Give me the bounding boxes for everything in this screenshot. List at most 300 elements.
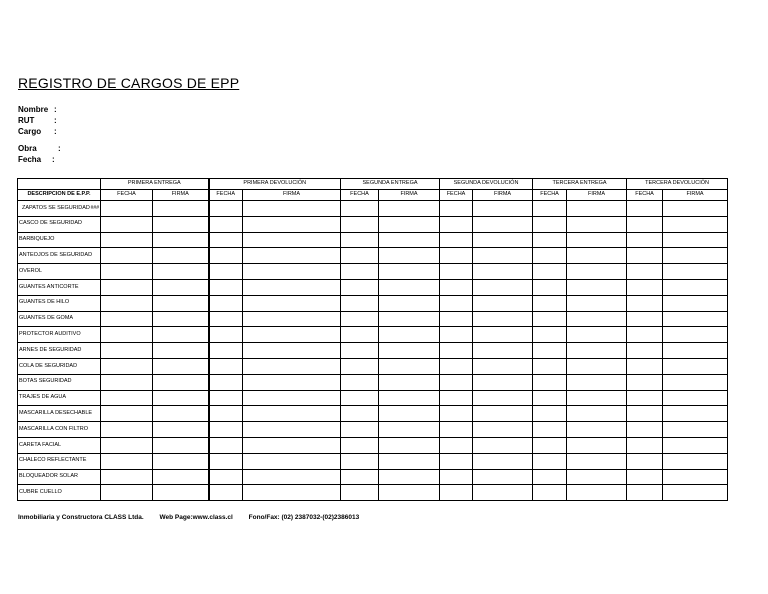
fecha-cell[interactable]	[209, 232, 243, 248]
fecha-cell[interactable]	[101, 311, 153, 327]
firma-header: FIRMA	[473, 190, 533, 201]
fecha-cell[interactable]	[533, 248, 567, 264]
firma-cell[interactable]	[663, 201, 728, 217]
group-header: PRIMERA ENTREGA	[101, 179, 209, 190]
fecha-cell[interactable]	[440, 358, 473, 374]
fecha-cell[interactable]	[101, 453, 153, 469]
fecha-cell[interactable]	[209, 437, 243, 453]
firma-cell[interactable]	[243, 327, 341, 343]
firma-cell[interactable]	[153, 358, 209, 374]
firma-header: FIRMA	[243, 190, 341, 201]
fecha-cell[interactable]	[627, 264, 663, 280]
firma-cell[interactable]	[473, 453, 533, 469]
fecha-cell[interactable]	[341, 232, 379, 248]
epp-register-table	[17, 178, 728, 501]
group-header: TERCERA DEVOLUCIÓN	[627, 179, 728, 190]
fecha-cell[interactable]	[101, 422, 153, 438]
firma-cell[interactable]	[379, 264, 440, 280]
firma-cell[interactable]	[663, 343, 728, 359]
fecha-cell[interactable]	[101, 374, 153, 390]
firma-cell[interactable]	[473, 469, 533, 485]
fecha-cell[interactable]	[440, 216, 473, 232]
fecha-cell[interactable]	[101, 469, 153, 485]
table-row	[18, 358, 728, 374]
firma-cell[interactable]	[567, 453, 627, 469]
fecha-cell[interactable]	[440, 279, 473, 295]
item-description	[18, 358, 101, 374]
item-description	[18, 343, 101, 359]
firma-cell[interactable]	[663, 358, 728, 374]
firma-cell[interactable]	[379, 437, 440, 453]
fecha-cell[interactable]	[341, 453, 379, 469]
fecha-cell[interactable]	[440, 422, 473, 438]
firma-cell[interactable]	[567, 295, 627, 311]
table-row	[18, 216, 728, 232]
fecha-cell[interactable]	[101, 358, 153, 374]
fecha-cell[interactable]	[440, 485, 473, 501]
firma-cell[interactable]	[153, 201, 209, 217]
fecha-cell[interactable]	[101, 201, 153, 217]
firma-cell[interactable]	[379, 485, 440, 501]
fecha-cell[interactable]	[101, 406, 153, 422]
fecha-cell[interactable]	[101, 216, 153, 232]
table-row	[18, 453, 728, 469]
fecha-cell[interactable]	[533, 358, 567, 374]
firma-cell[interactable]	[379, 279, 440, 295]
fecha-cell[interactable]	[627, 295, 663, 311]
fecha-cell[interactable]	[627, 469, 663, 485]
item-description	[18, 437, 101, 453]
firma-cell[interactable]	[663, 232, 728, 248]
firma-cell[interactable]	[473, 390, 533, 406]
firma-cell[interactable]	[243, 406, 341, 422]
fecha-cell[interactable]	[440, 295, 473, 311]
fecha-cell[interactable]	[533, 311, 567, 327]
fecha-cell[interactable]	[533, 485, 567, 501]
firma-cell[interactable]	[473, 216, 533, 232]
firma-header: FIRMA	[153, 190, 209, 201]
firma-cell[interactable]	[473, 485, 533, 501]
fecha-cell[interactable]	[101, 264, 153, 280]
field-label-nombre: Nombre	[18, 105, 49, 114]
firma-cell[interactable]	[567, 248, 627, 264]
firma-cell[interactable]	[153, 374, 209, 390]
firma-cell[interactable]	[473, 248, 533, 264]
firma-cell[interactable]	[567, 358, 627, 374]
firma-cell[interactable]	[379, 216, 440, 232]
fecha-cell[interactable]	[341, 279, 379, 295]
fecha-cell[interactable]	[627, 201, 663, 217]
fecha-cell[interactable]	[341, 248, 379, 264]
fecha-cell[interactable]	[533, 264, 567, 280]
fecha-cell[interactable]	[209, 311, 243, 327]
fecha-cell[interactable]	[440, 406, 473, 422]
fecha-cell[interactable]	[209, 264, 243, 280]
fecha-cell[interactable]	[627, 437, 663, 453]
fecha-cell[interactable]	[341, 437, 379, 453]
fecha-cell[interactable]	[209, 327, 243, 343]
firma-cell[interactable]	[379, 343, 440, 359]
fecha-cell[interactable]	[627, 422, 663, 438]
firma-cell[interactable]	[663, 374, 728, 390]
fecha-cell[interactable]	[341, 201, 379, 217]
firma-cell[interactable]	[663, 216, 728, 232]
group-header: SEGUNDA DEVOLUCIÓN	[440, 179, 533, 190]
table-row	[18, 232, 728, 248]
item-description	[18, 311, 101, 327]
field-colon: :	[52, 155, 55, 164]
firma-cell[interactable]	[567, 279, 627, 295]
firma-cell[interactable]	[243, 390, 341, 406]
table-row	[18, 485, 728, 501]
firma-cell[interactable]	[243, 343, 341, 359]
fecha-cell[interactable]	[533, 327, 567, 343]
firma-cell[interactable]	[379, 248, 440, 264]
fecha-cell[interactable]	[440, 201, 473, 217]
document-title: REGISTRO DE CARGOS DE EPP	[18, 75, 240, 91]
footer-phone: Fono/Fax: (02) 2387032-(02)2386013	[248, 514, 360, 521]
firma-cell[interactable]	[153, 279, 209, 295]
fecha-cell[interactable]	[101, 343, 153, 359]
item-description	[18, 201, 101, 217]
firma-cell[interactable]	[243, 216, 341, 232]
fecha-cell[interactable]	[533, 390, 567, 406]
desc-header: DESCRIPCION DE E.P.P.	[18, 190, 101, 201]
firma-cell[interactable]	[243, 232, 341, 248]
field-label-obra: Obra	[18, 144, 37, 153]
firma-cell[interactable]	[379, 374, 440, 390]
item-description	[18, 295, 101, 311]
firma-cell[interactable]	[473, 295, 533, 311]
table-row	[18, 327, 728, 343]
item-description	[18, 264, 101, 280]
firma-cell[interactable]	[379, 358, 440, 374]
fecha-cell[interactable]	[101, 248, 153, 264]
firma-cell[interactable]	[663, 327, 728, 343]
firma-header: FIRMA	[567, 190, 627, 201]
item-label: TRAJES DE AGUA	[19, 394, 67, 401]
firma-cell[interactable]	[473, 264, 533, 280]
firma-cell[interactable]	[473, 358, 533, 374]
fecha-cell[interactable]	[209, 390, 243, 406]
item-label: OVEROL	[19, 267, 42, 274]
fecha-cell[interactable]	[533, 469, 567, 485]
footer-company: Inmobiliaria y Constructora CLASS Ltda.	[18, 514, 144, 521]
firma-cell[interactable]	[663, 248, 728, 264]
fecha-cell[interactable]	[341, 295, 379, 311]
firma-cell[interactable]	[153, 390, 209, 406]
fecha-cell[interactable]	[341, 216, 379, 232]
firma-cell[interactable]	[663, 422, 728, 438]
fecha-cell[interactable]	[533, 216, 567, 232]
fecha-cell[interactable]	[627, 358, 663, 374]
firma-cell[interactable]	[153, 469, 209, 485]
firma-cell[interactable]	[663, 264, 728, 280]
item-label: BLOQUEADOR SOLAR	[19, 473, 78, 480]
item-label: BARBIQUEJO	[19, 236, 55, 243]
firma-cell[interactable]	[567, 437, 627, 453]
fecha-header: FECHA	[101, 190, 153, 201]
fecha-cell[interactable]	[440, 437, 473, 453]
firma-cell[interactable]	[243, 358, 341, 374]
firma-cell[interactable]	[567, 232, 627, 248]
fecha-cell[interactable]	[440, 453, 473, 469]
firma-cell[interactable]	[379, 422, 440, 438]
firma-cell[interactable]	[243, 248, 341, 264]
fecha-cell[interactable]	[533, 343, 567, 359]
firma-cell[interactable]	[663, 279, 728, 295]
firma-cell[interactable]	[243, 437, 341, 453]
firma-cell[interactable]	[153, 327, 209, 343]
firma-cell[interactable]	[243, 422, 341, 438]
fecha-cell[interactable]	[440, 343, 473, 359]
fecha-cell[interactable]	[209, 485, 243, 501]
fecha-cell[interactable]	[440, 374, 473, 390]
item-description	[18, 485, 101, 501]
fecha-cell[interactable]	[533, 232, 567, 248]
firma-cell[interactable]	[663, 406, 728, 422]
fecha-cell[interactable]	[627, 406, 663, 422]
table-row	[18, 374, 728, 390]
fecha-cell[interactable]	[209, 453, 243, 469]
firma-cell[interactable]	[153, 485, 209, 501]
fecha-cell[interactable]	[533, 279, 567, 295]
fecha-cell[interactable]	[627, 374, 663, 390]
item-label: GUANTES DE GOMA	[19, 315, 74, 322]
fecha-cell[interactable]	[209, 469, 243, 485]
fecha-cell[interactable]	[209, 406, 243, 422]
fecha-cell[interactable]	[627, 327, 663, 343]
fecha-cell[interactable]	[341, 406, 379, 422]
fecha-cell[interactable]	[533, 295, 567, 311]
fecha-cell[interactable]	[341, 311, 379, 327]
fecha-cell[interactable]	[101, 485, 153, 501]
fecha-cell[interactable]	[440, 232, 473, 248]
firma-cell[interactable]	[663, 390, 728, 406]
firma-cell[interactable]	[567, 390, 627, 406]
fecha-cell[interactable]	[533, 422, 567, 438]
fecha-cell[interactable]	[533, 374, 567, 390]
fecha-cell[interactable]	[627, 343, 663, 359]
fecha-cell[interactable]	[101, 437, 153, 453]
firma-cell[interactable]	[153, 295, 209, 311]
firma-cell[interactable]	[663, 295, 728, 311]
fecha-cell[interactable]	[209, 279, 243, 295]
item-label: COLA DE SEGURIDAD	[19, 362, 78, 369]
item-label: ARNES DE SEGURIDAD	[19, 346, 82, 353]
firma-cell[interactable]	[379, 390, 440, 406]
item-label: CASCO DE SEGURIDAD	[19, 220, 82, 227]
firma-cell[interactable]	[663, 453, 728, 469]
fecha-cell[interactable]	[440, 469, 473, 485]
firma-cell[interactable]	[567, 422, 627, 438]
firma-cell[interactable]	[379, 232, 440, 248]
fecha-cell[interactable]	[209, 201, 243, 217]
firma-cell[interactable]	[473, 343, 533, 359]
fecha-cell[interactable]	[627, 311, 663, 327]
firma-cell[interactable]	[153, 248, 209, 264]
group-header-row	[18, 179, 728, 190]
fecha-cell[interactable]	[533, 437, 567, 453]
firma-cell[interactable]	[567, 469, 627, 485]
firma-cell[interactable]	[567, 216, 627, 232]
fecha-cell[interactable]	[101, 232, 153, 248]
firma-cell[interactable]	[567, 264, 627, 280]
item-label: GUANTES ANTICORTE	[19, 283, 79, 290]
firma-cell[interactable]	[663, 469, 728, 485]
item-label: PROTECTOR AUDITIVO	[19, 331, 81, 338]
item-label: GUANTES DE HILO	[19, 299, 70, 306]
firma-cell[interactable]	[663, 485, 728, 501]
fecha-cell[interactable]	[101, 295, 153, 311]
firma-cell[interactable]	[153, 406, 209, 422]
fecha-cell[interactable]	[209, 295, 243, 311]
fecha-cell[interactable]	[341, 358, 379, 374]
fecha-cell[interactable]	[440, 248, 473, 264]
fecha-header: FECHA	[440, 190, 473, 201]
fecha-cell[interactable]	[209, 248, 243, 264]
fecha-cell[interactable]	[533, 201, 567, 217]
firma-cell[interactable]	[243, 201, 341, 217]
firma-cell[interactable]	[473, 406, 533, 422]
item-label: ANTEOJOS DE SEGURIDAD	[19, 252, 93, 259]
item-description	[18, 453, 101, 469]
fecha-cell[interactable]	[209, 358, 243, 374]
fecha-cell[interactable]	[627, 279, 663, 295]
firma-cell[interactable]	[243, 453, 341, 469]
fecha-cell[interactable]	[627, 485, 663, 501]
firma-cell[interactable]	[567, 485, 627, 501]
fecha-cell[interactable]	[341, 422, 379, 438]
item-label: CHALECO REFLECTANTE	[19, 457, 87, 464]
fecha-cell[interactable]	[341, 343, 379, 359]
firma-cell[interactable]	[567, 374, 627, 390]
firma-cell[interactable]	[473, 279, 533, 295]
firma-cell[interactable]	[243, 295, 341, 311]
firma-cell[interactable]	[153, 264, 209, 280]
item-label: CUBRE CUELLO	[19, 488, 62, 495]
firma-cell[interactable]	[243, 264, 341, 280]
firma-cell[interactable]	[473, 232, 533, 248]
firma-cell[interactable]	[243, 485, 341, 501]
firma-cell[interactable]	[243, 311, 341, 327]
fecha-cell[interactable]	[341, 374, 379, 390]
fecha-cell[interactable]	[627, 216, 663, 232]
table-row	[18, 264, 728, 280]
firma-cell[interactable]	[567, 406, 627, 422]
fecha-cell[interactable]	[341, 469, 379, 485]
firma-cell[interactable]	[153, 311, 209, 327]
firma-cell[interactable]	[473, 201, 533, 217]
firma-cell[interactable]	[473, 422, 533, 438]
firma-cell[interactable]	[243, 279, 341, 295]
table-row	[18, 437, 728, 453]
fecha-cell[interactable]	[341, 390, 379, 406]
subheader-row	[18, 190, 728, 201]
table-row	[18, 343, 728, 359]
fecha-cell[interactable]	[341, 485, 379, 501]
firma-cell[interactable]	[153, 422, 209, 438]
table-row	[18, 311, 728, 327]
fecha-cell[interactable]	[627, 390, 663, 406]
fecha-cell[interactable]	[341, 264, 379, 280]
firma-cell[interactable]	[379, 201, 440, 217]
firma-cell[interactable]	[243, 469, 341, 485]
item-description	[18, 327, 101, 343]
firma-cell[interactable]	[379, 406, 440, 422]
firma-cell[interactable]	[567, 343, 627, 359]
firma-cell[interactable]	[663, 311, 728, 327]
fecha-cell[interactable]	[209, 343, 243, 359]
item-description	[18, 469, 101, 485]
fecha-cell[interactable]	[627, 248, 663, 264]
item-description	[18, 390, 101, 406]
table-row	[18, 201, 728, 217]
firma-cell[interactable]	[153, 216, 209, 232]
fecha-cell[interactable]	[440, 327, 473, 343]
fecha-cell[interactable]	[101, 390, 153, 406]
fecha-cell[interactable]	[440, 311, 473, 327]
footer	[18, 514, 373, 521]
fecha-cell[interactable]	[341, 327, 379, 343]
firma-cell[interactable]	[567, 327, 627, 343]
firma-cell[interactable]	[243, 374, 341, 390]
firma-cell[interactable]	[567, 201, 627, 217]
firma-cell[interactable]	[473, 374, 533, 390]
firma-cell[interactable]	[473, 327, 533, 343]
table-row	[18, 422, 728, 438]
firma-cell[interactable]	[379, 469, 440, 485]
firma-cell[interactable]	[473, 437, 533, 453]
table-row	[18, 406, 728, 422]
fecha-cell[interactable]	[533, 406, 567, 422]
overflow-mark: ###	[90, 205, 99, 211]
fecha-cell[interactable]	[440, 390, 473, 406]
firma-cell[interactable]	[379, 453, 440, 469]
firma-cell[interactable]	[663, 437, 728, 453]
item-label: BOTAS SEGURIDAD	[19, 378, 72, 385]
firma-cell[interactable]	[379, 295, 440, 311]
firma-cell[interactable]	[379, 311, 440, 327]
group-header: SEGUNDA ENTREGA	[341, 179, 440, 190]
fecha-cell[interactable]	[209, 422, 243, 438]
table-row	[18, 248, 728, 264]
fecha-cell[interactable]	[627, 232, 663, 248]
fecha-cell[interactable]	[533, 453, 567, 469]
item-description	[18, 216, 101, 232]
fecha-cell[interactable]	[209, 216, 243, 232]
table-row	[18, 469, 728, 485]
fecha-cell[interactable]	[209, 374, 243, 390]
firma-cell[interactable]	[153, 453, 209, 469]
table-row	[18, 279, 728, 295]
field-colon: :	[54, 105, 57, 114]
firma-cell[interactable]	[473, 311, 533, 327]
fecha-cell[interactable]	[101, 279, 153, 295]
firma-cell[interactable]	[153, 232, 209, 248]
fecha-cell[interactable]	[627, 453, 663, 469]
field-label-cargo: Cargo	[18, 127, 42, 136]
firma-cell[interactable]	[153, 437, 209, 453]
firma-cell[interactable]	[379, 327, 440, 343]
fecha-cell[interactable]	[440, 264, 473, 280]
fecha-cell[interactable]	[101, 327, 153, 343]
field-label-fecha: Fecha	[18, 155, 42, 164]
firma-cell[interactable]	[153, 343, 209, 359]
field-colon: :	[58, 144, 61, 153]
firma-cell[interactable]	[567, 311, 627, 327]
item-label: MASCARILLA CON FILTRO	[19, 425, 88, 432]
